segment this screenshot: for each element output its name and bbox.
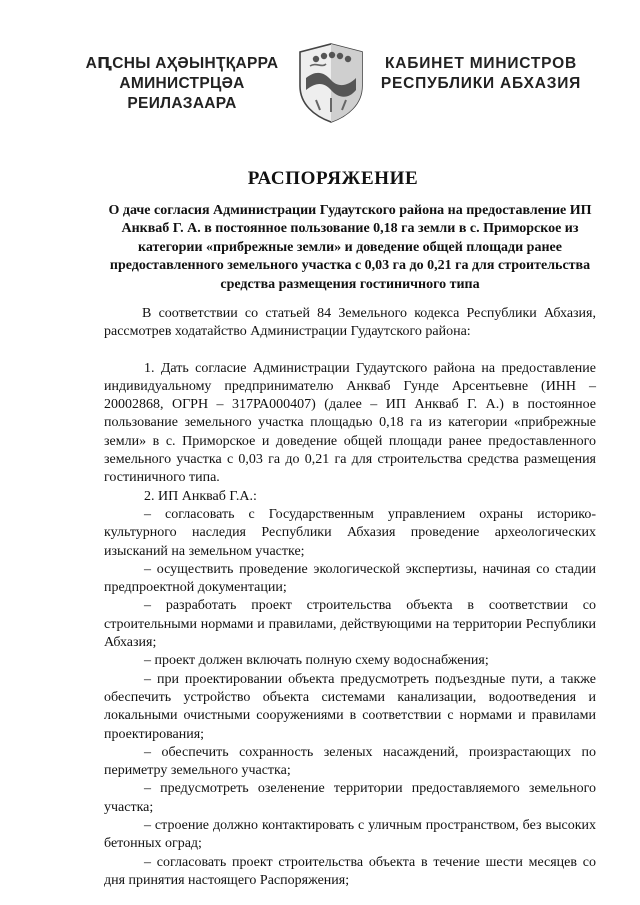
- document-subject: О даче согласия Администрации Гудаутского района на предоставление ИП Анкваб Г. А. в постоянное пользование 0,18 га земли в с. Приморское из категории «прибрежные земли» и доведение общей площади ранее предоставленного земельного участка с 0,03 га до 0,21 га для строительства средства размещения гостиничного типа: [108, 203, 592, 292]
- letterhead-russian: [376, 54, 586, 94]
- clause-2-item-archaeology: – согласовать с Государственным управлением охраны историко-культурного наследия Республики Абхазия проведение археологических изысканий на земельном участке;: [104, 506, 596, 559]
- letterhead-abkhaz-line1: АԤСНЫ АҲӘЫНҬҚАРРА: [85, 55, 279, 72]
- clause-2-heading: 2. ИП Анкваб Г.А.:: [144, 488, 257, 504]
- clause-2-item-landscaping: – предусмотреть озеленение территории предоставляемого земельного участка;: [104, 781, 596, 815]
- clause-2-item-ecology: – осуществить проведение экологической экспертизы, начиная со стадии предпроектной документации;: [104, 561, 596, 596]
- clause-2-item-approval: – согласовать проект строительства объекта в течение шести месяцев со дня принятия настоящего Распоряжения;: [104, 854, 596, 888]
- letterhead-abkhaz: [72, 54, 292, 114]
- letterhead-abkhaz-line2: АМИНИСТРЦӘА РЕИЛАЗААРА: [119, 75, 245, 112]
- clause-2-item-project: – разработать проект строительства объекта в соответствии со строительными нормами и правилами, действующими на территории Республики Абхазия;: [104, 598, 596, 651]
- clause-2-item-green: – обеспечить сохранность зеленых насаждений, произрастающих по периметру земельного участка;: [104, 744, 596, 779]
- letterhead-russian-line2: РЕСПУБЛИКИ АБХАЗИЯ: [380, 75, 582, 92]
- letterhead: [0, 40, 640, 140]
- clause-2-item-roads: – при проектировании объекта предусмотреть подъездные пути, а также обеспечить устройство объекта системами канализации, водоотведения и локальными очистными сооружениями в соответствии с нормами и правилами проектирования;: [104, 671, 596, 742]
- clause-1-paragraph: 1. Дать согласие Администрации Гудаутского района на предоставление индивидуальному предпринимателю Анкваб Гунде Арсентьевне (ИНН – 20002868, ОГРН – 317РА000407) (далее – ИП Анкваб Г. А.) в постоянное пользование земельного участка площадью 0,18 га из категории «прибрежные земли» в с. Приморское и доведение общей площади ранее предоставленного земельного участка с 0,03 га до 0,21 га для строительства средства размещения гостиничного типа.: [104, 360, 596, 486]
- abkhazia-coat-of-arms-icon: [296, 42, 366, 124]
- clause-2-item-water: – проект должен включать полную схему водоснабжения;: [144, 653, 489, 669]
- clause-2-item-fences: – строение должно контактировать с уличным пространством, без высоких бетонных оград;: [104, 818, 596, 852]
- document-body: [104, 305, 596, 890]
- letterhead-russian-line1: КАБИНЕТ МИНИСТРОВ: [385, 55, 577, 72]
- preamble-paragraph: В соответствии со статьей 84 Земельного кодекса Республики Абхазия, рассмотрев ходатайство Администрации Гудаутского района:: [104, 306, 596, 340]
- document-title: РАСПОРЯЖЕНИЕ: [247, 168, 419, 189]
